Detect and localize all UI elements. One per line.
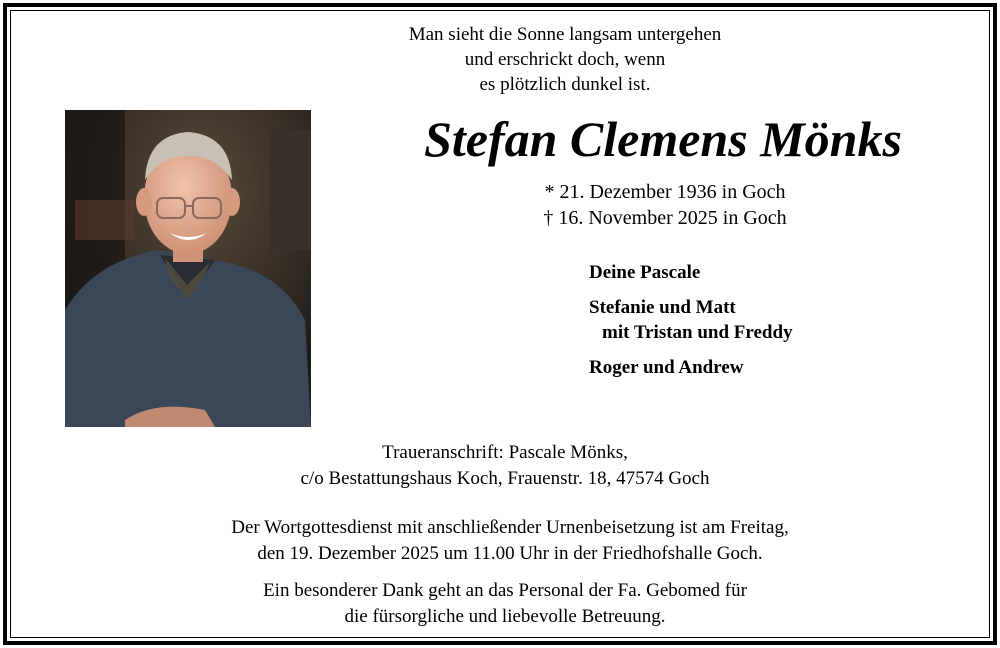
mourning-address xyxy=(200,440,810,492)
service-line-1: Der Wortgottesdienst mit anschließender Urnenbeisetzung ist am Freitag, xyxy=(231,517,789,538)
address-line-2: c/o Bestattungshaus Koch, Frauenstr. 18, 47574 Goch xyxy=(300,468,710,489)
portrait-photo xyxy=(65,110,311,427)
family-line-4: Roger und Andrew xyxy=(589,357,744,378)
birth-date: * 21. Dezember 1936 in Goch xyxy=(544,181,786,203)
life-dates xyxy=(480,179,850,231)
poem-line-2: und erschrickt doch, wenn xyxy=(464,49,666,70)
family-line-1: Deine Pascale xyxy=(589,262,701,283)
death-date: † 16. November 2025 in Goch xyxy=(543,207,787,229)
address-line-1: Traueranschrift: Pascale Mönks, xyxy=(382,442,628,463)
poem-line-3: es plötzlich dunkel ist. xyxy=(479,74,651,95)
poem-line-1: Man sieht die Sonne langsam untergehen xyxy=(408,24,722,45)
family-list xyxy=(589,260,793,380)
thanks-note xyxy=(150,578,860,630)
deceased-name: Stefan Clemens Mönks xyxy=(424,111,902,167)
service-info xyxy=(110,515,910,567)
family-line-2: Stefanie und Matt xyxy=(589,297,736,318)
family-line-3: mit Tristan und Freddy xyxy=(602,322,793,343)
thanks-line-1: Ein besonderer Dank geht an das Personal der Fa. Gebomed für xyxy=(263,580,747,601)
thanks-line-2: die fürsorgliche und liebevolle Betreuung. xyxy=(344,606,666,627)
service-line-2: den 19. Dezember 2025 um 11.00 Uhr in der Friedhofshalle Goch. xyxy=(257,543,763,564)
poem xyxy=(400,22,730,97)
